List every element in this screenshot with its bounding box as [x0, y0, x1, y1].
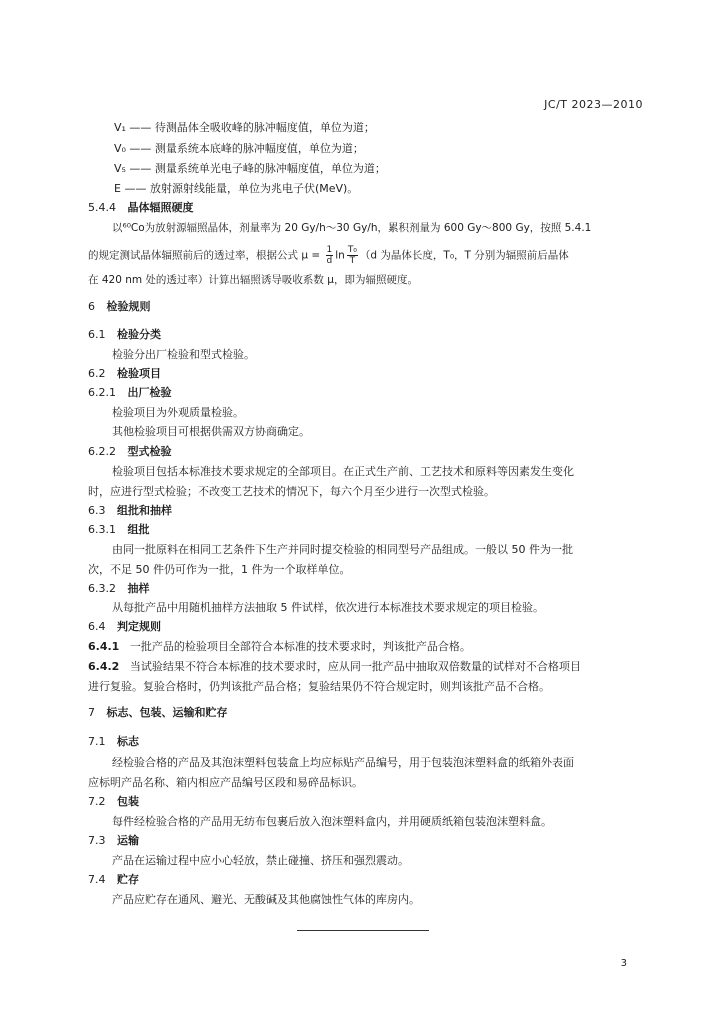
section-6-4-heading: [88, 620, 161, 634]
section-number: 7.4: [88, 873, 106, 886]
paragraph-text: 的规定测试晶体辐照前后的透过率，根据公式 μ =: [88, 249, 324, 262]
paragraph-line: 进行复验。复验合格时，仍判该批产品合格；复验结果仍不符合规定时，则判该批产品不合格。: [88, 680, 550, 693]
section-number: 6.4.2: [88, 660, 120, 673]
fraction-numerator: 1: [326, 245, 333, 255]
section-title: 运输: [117, 834, 139, 847]
paragraph-line: 每件经检验合格的产品用无纺布包裹后放入泡沫塑料盒内，并用硬质纸箱包装泡沫塑料盒。: [112, 815, 552, 828]
section-6-1-heading: [88, 328, 161, 342]
section-number: 7.2: [88, 795, 106, 808]
section-title: 检验项目: [117, 367, 161, 380]
page-number: 3: [620, 958, 627, 969]
ln-operator: ln: [335, 249, 345, 262]
section-number: 6.3.2: [88, 582, 116, 595]
section-title: 标志、包装、运输和贮存: [106, 706, 228, 719]
fraction-numerator: T₀: [347, 245, 357, 255]
fraction-denominator: T: [349, 256, 356, 266]
paragraph-line: [88, 660, 581, 674]
paragraph-line: [88, 640, 471, 654]
section-number: 6.2.1: [88, 386, 116, 399]
section-number: 7.3: [88, 834, 106, 847]
section-number: 6.2.2: [88, 445, 116, 458]
paragraph-line: 其他检验项目可根据供需双方协商确定。: [112, 425, 310, 438]
fraction: [326, 245, 334, 266]
section-number: 7.1: [88, 735, 106, 748]
paragraph-text: 当试验结果不符合本标准的技术要求时，应从同一批产品中抽取双倍数量的试样对不合格项目: [129, 660, 581, 673]
section-6-3-1-heading: [88, 523, 150, 537]
section-title: 出厂检验: [127, 386, 172, 399]
paragraph-line: 产品应贮存在通风、避光、无酸碱及其他腐蚀性气体的库房内。: [112, 893, 420, 906]
paragraph-line: 次，不足 50 件仍可作为一批，1 件为一个取样单位。: [88, 563, 351, 576]
paragraph-line: 在 420 nm 处的透过率）计算出辐照诱导吸收系数 μ，即为辐照硬度。: [88, 274, 418, 286]
section-number: 6.3: [88, 504, 106, 517]
definition-v1: V₁ —— 待测晶体全吸收峰的脉冲幅度值，单位为道；: [114, 121, 375, 134]
standard-code: JC/T 2023—2010: [544, 98, 643, 111]
section-7-heading: [88, 706, 228, 720]
paragraph-text: 一批产品的检验项目全部符合本标准的技术要求时，判该批产品合格。: [129, 640, 471, 653]
paragraph-line: 时，应进行型式检验；不改变工艺技术的情况下，每六个月至少进行一次型式检验。: [88, 485, 495, 498]
section-6-2-2-heading: [88, 445, 172, 459]
section-title: 抽样: [127, 582, 150, 595]
paragraph-line: 产品在运输过程中应小心轻放，禁止碰撞、挤压和强烈震动。: [112, 854, 409, 867]
section-number: 6.1: [88, 328, 106, 341]
section-title: 组批: [127, 523, 150, 536]
section-number: 6.3.1: [88, 523, 116, 536]
section-7-3-heading: [88, 834, 139, 848]
section-5-4-4-heading: [88, 201, 194, 215]
section-6-2-heading: [88, 367, 161, 381]
section-6-3-2-heading: [88, 582, 150, 596]
paragraph-line: 以⁶⁰Co为放射源辐照晶体，剂量率为 20 Gy/h～30 Gy/h，累积剂量为 600 Gy～800 Gy，按照 5.4.1: [112, 222, 592, 234]
section-7-2-heading: [88, 795, 139, 809]
section-title: 检验分类: [117, 328, 161, 341]
section-7-4-heading: [88, 873, 139, 887]
section-6-heading: [88, 300, 151, 314]
section-title: 检验规则: [106, 300, 151, 313]
section-title: 贮存: [117, 873, 139, 886]
paragraph-text: （d 为晶体长度，T₀，T 分别为辐照前后晶体: [359, 249, 569, 262]
section-number: 5.4.4: [88, 201, 116, 214]
paragraph-line: 经检验合格的产品及其泡沫塑料包装盒上均应标贴产品编号，用于包装泡沫塑料盒的纸箱外表面: [112, 756, 574, 769]
section-title: 晶体辐照硬度: [127, 201, 194, 214]
section-title: 标志: [117, 735, 139, 748]
section-title: 判定规则: [117, 620, 161, 633]
paragraph-line: 从每批产品中用随机抽样方法抽取 5 件试样，依次进行本标准技术要求规定的项目检验。: [112, 601, 544, 614]
paragraph-line: 检验分出厂检验和型式检验。: [112, 348, 255, 361]
paragraph-line: 检验项目包括本标准技术要求规定的全部项目。在正式生产前、工艺技术和原料等因素发生变化: [112, 465, 574, 478]
end-divider: [297, 930, 429, 931]
section-title: 组批和抽样: [117, 504, 172, 517]
paragraph-line: 由同一批原料在相同工艺条件下生产并同时提交检验的相同型号产品组成。一般以 50 件为一批: [112, 543, 573, 556]
section-6-3-heading: [88, 504, 172, 518]
fraction-denominator: d: [326, 256, 333, 266]
section-title: 包装: [117, 795, 139, 808]
paragraph-line: 应标明产品名称、箱内相应产品编号区段和易碎品标识。: [88, 776, 363, 789]
section-number: 6.4: [88, 620, 106, 633]
section-6-2-1-heading: [88, 386, 172, 400]
definition-v0: V₀ —— 测量系统本底峰的脉冲幅度值，单位为道；: [114, 142, 364, 155]
paragraph-line: 检验项目为外观质量检验。: [112, 406, 244, 419]
fraction: [347, 245, 358, 266]
section-number: 7: [88, 706, 95, 719]
section-7-1-heading: [88, 735, 139, 749]
definition-e: E —— 放射源射线能量，单位为兆电子伏(MeV)。: [114, 182, 359, 195]
section-number: 6: [88, 300, 95, 313]
section-title: 型式检验: [127, 445, 172, 458]
definition-v5: V₅ —— 测量系统单光电子峰的脉冲幅度值，单位为道；: [114, 162, 386, 175]
section-number: 6.2: [88, 367, 106, 380]
section-number: 6.4.1: [88, 640, 120, 653]
formula-line: [88, 245, 569, 266]
